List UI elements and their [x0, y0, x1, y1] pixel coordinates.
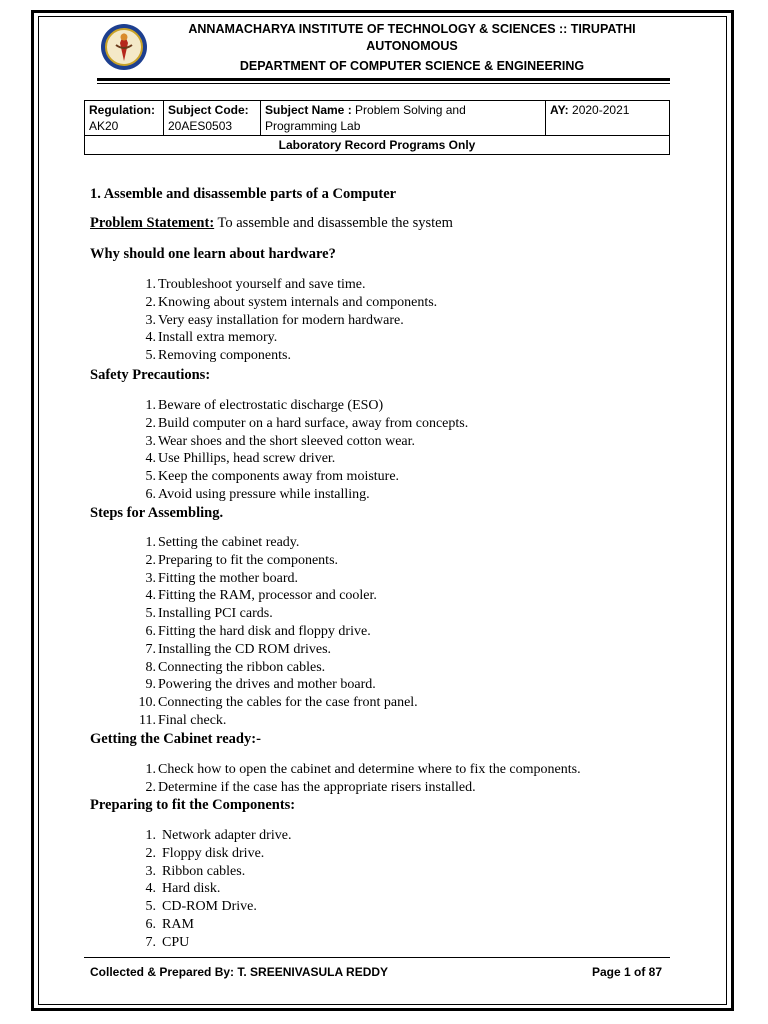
list-item-number: 4. — [145, 451, 156, 467]
list-item-text: Install extra memory. — [158, 330, 278, 346]
problem-statement — [90, 215, 453, 232]
list-item-number: 4. — [145, 330, 156, 346]
list-item-text: Keep the components away from moisture. — [158, 469, 400, 485]
list-item-text: Setting the cabinet ready. — [158, 535, 300, 550]
list-item-text: Final check. — [158, 712, 227, 728]
list-item-number: 3. — [145, 433, 156, 449]
list-item-number: 7. — [145, 934, 156, 950]
list-item-text: Determine if the case has the appropriate risers installed. — [158, 779, 476, 795]
course-meta-table — [84, 100, 670, 155]
list-item-text: Beware of electrostatic discharge (ESO) — [158, 398, 384, 413]
subject-name-value-line2: Programming Lab — [265, 119, 361, 133]
list-item-text: Powering the drives and mother board. — [158, 677, 376, 693]
list-item-number: 5. — [145, 348, 156, 364]
list-item-number: 11. — [139, 712, 156, 728]
list-item-text: Hard disk. — [162, 881, 221, 897]
list-item-number: 5. — [145, 899, 156, 915]
header-rule-thick — [97, 78, 670, 81]
list-item-text: Floppy disk drive. — [162, 845, 265, 861]
safety-heading: Safety Precautions: — [90, 367, 211, 383]
list-item-number: 1. — [145, 277, 156, 292]
list-item-number: 10. — [138, 695, 156, 711]
record-note: Laboratory Record Programs Only — [85, 136, 670, 155]
list-item-text: Connecting the ribbon cables. — [158, 659, 326, 675]
steps-heading: Steps for Assembling. — [90, 505, 224, 521]
list-item-number: 3. — [145, 570, 156, 586]
list-item-number: 1. — [145, 398, 156, 413]
list-item-number: 7. — [145, 641, 156, 657]
prep-heading: Preparing to fit the Components: — [90, 797, 296, 813]
list-item-text: Network adapter drive. — [162, 828, 292, 843]
academic-year-label: AY: — [550, 103, 569, 117]
academic-year-cell — [546, 101, 670, 136]
list-item-number: 3. — [145, 312, 156, 328]
list-item-text: Ribbon cables. — [162, 863, 246, 879]
subject-code-cell — [164, 101, 261, 136]
header-rule-thin — [97, 83, 670, 84]
list-item-text: Fitting the hard disk and floppy drive. — [158, 623, 371, 639]
subject-code-label: Subject Code: — [168, 103, 249, 117]
list-item-number: 8. — [145, 659, 156, 675]
list-item-text: Very easy installation for modern hardware. — [158, 312, 404, 328]
footer-rule — [84, 957, 670, 958]
regulation-label: Regulation: — [89, 103, 155, 117]
prepared-by: Collected & Prepared By: T. SREENIVASULA REDDY — [90, 965, 389, 979]
subject-name-cell — [261, 101, 546, 136]
list-item-text: CPU — [162, 934, 190, 950]
department-name: DEPARTMENT OF COMPUTER SCIENCE & ENGINEERING — [239, 59, 585, 73]
list-item-number: 6. — [145, 623, 156, 639]
list-item-number: 1. — [145, 828, 156, 843]
list-item-number: 6. — [145, 916, 156, 932]
list-item-number: 5. — [145, 469, 156, 485]
experiment-title: 1. Assemble and disassemble parts of a Computer — [90, 186, 397, 202]
list-item-text: Fitting the mother board. — [158, 570, 298, 586]
list-item-number: 4. — [145, 588, 156, 604]
subject-code-value: 20AES0503 — [168, 119, 233, 133]
institute-name: ANNAMACHARYA INSTITUTE OF TECHNOLOGY & SCIENCES :: TIRUPATHI — [188, 22, 636, 36]
list-item-text: Installing the CD ROM drives. — [158, 641, 332, 657]
list-item-text: Build computer on a hard surface, away from concepts. — [158, 415, 469, 431]
list-item-number: 2. — [145, 415, 156, 431]
list-item-text: Check how to open the cabinet and determine where to fix the components. — [158, 762, 581, 777]
list-item-text: Connecting the cables for the case front panel. — [158, 695, 418, 711]
list-item-number: 5. — [145, 606, 156, 622]
list-item-text: Fitting the RAM, processor and cooler. — [158, 588, 377, 604]
list-item-text: Preparing to fit the components. — [158, 552, 339, 568]
problem-statement-label: Problem Statement: — [90, 215, 215, 231]
list-item-text: RAM — [162, 916, 194, 932]
problem-statement-text: To assemble and disassemble the system — [214, 215, 453, 231]
why-hardware-heading: Why should one learn about hardware? — [90, 246, 336, 262]
autonomous-label: AUTONOMOUS — [366, 39, 458, 53]
list-item-number: 9. — [145, 677, 156, 693]
list-item-text: CD-ROM Drive. — [162, 899, 257, 915]
list-item-text: Troubleshoot yourself and save time. — [158, 277, 366, 292]
page-number: Page 1 of 87 — [591, 965, 662, 979]
regulation-cell — [85, 101, 164, 136]
list-item-number: 3. — [145, 863, 156, 879]
list-item-number: 2. — [145, 845, 156, 861]
cabinet-heading: Getting the Cabinet ready:- — [90, 731, 261, 747]
list-item-number: 1. — [145, 535, 156, 550]
subject-name-label: Subject Name : — [265, 103, 352, 117]
list-item-number: 4. — [145, 881, 156, 897]
list-item-text: Avoid using pressure while installing. — [158, 486, 370, 502]
list-item-number: 2. — [145, 552, 156, 568]
list-item-text: Removing components. — [158, 348, 291, 364]
list-item-number: 6. — [145, 486, 156, 502]
academic-year-value: 2020-2021 — [572, 103, 630, 117]
regulation-value: AK20 — [89, 119, 119, 133]
list-item-text: Knowing about system internals and components. — [158, 294, 438, 310]
subject-name-value: Problem Solving and — [355, 103, 466, 117]
list-item-text: Wear shoes and the short sleeved cotton wear. — [158, 433, 416, 449]
list-item-number: 2. — [145, 779, 156, 795]
list-item-text: Installing PCI cards. — [158, 606, 273, 622]
list-item-text: Use Phillips, head screw driver. — [158, 451, 336, 467]
list-item-number: 2. — [145, 294, 156, 310]
list-item-number: 1. — [145, 762, 156, 777]
